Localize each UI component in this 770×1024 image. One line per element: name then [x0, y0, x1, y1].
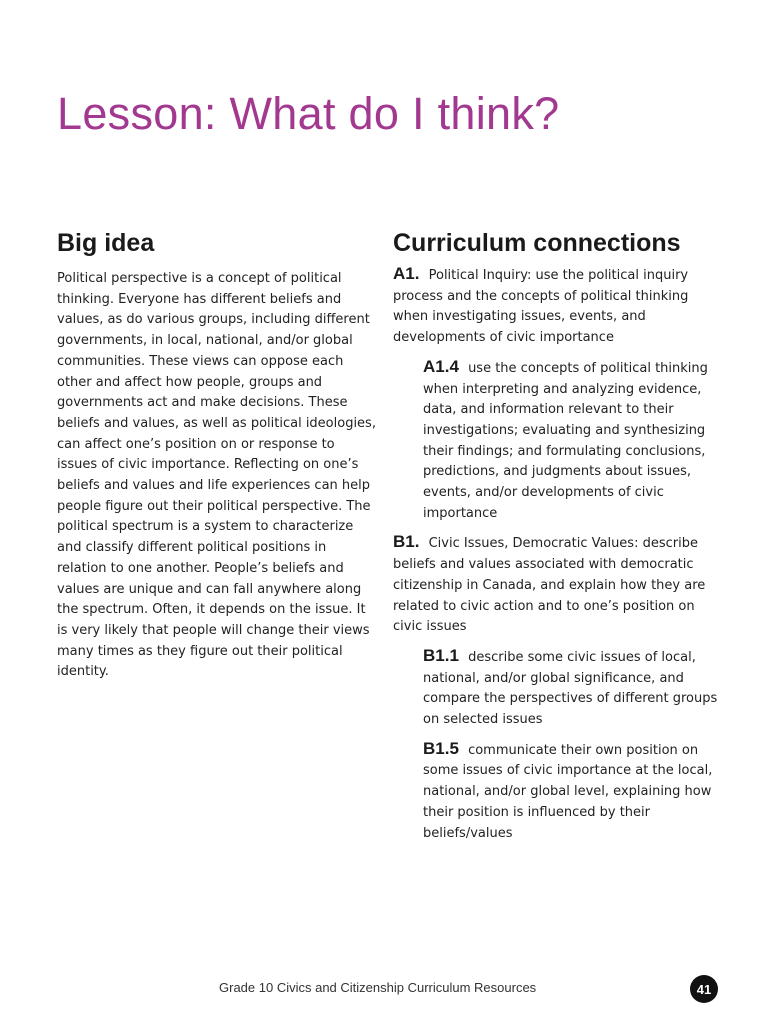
expectation-a1	[393, 264, 723, 349]
page-number-badge: 41	[690, 975, 718, 1003]
expectation-code: B1.1	[423, 645, 459, 665]
expectation-b1	[393, 532, 723, 638]
footer-text: Grade 10 Civics and Citizenship Curriculum Resources	[219, 980, 537, 995]
expectation-text: Civic Issues, Democratic Values: describe beliefs and values associated with democratic citizenship in Canada, and explain how they are related to civic action and to one’s position on civic issues	[393, 536, 706, 635]
expectation-text: describe some civic issues of local, national, and/or global significance, and compare the perspectives of different groups on selected issues	[423, 649, 718, 728]
expectation-text: use the concepts of political thinking when interpreting and analyzing evidence, data, and information relevant to their investigations; evaluating and synthesizing their findings; and formulating conclusions, predictions, and judgments about issues, events, and/or developments of civic importance	[423, 360, 708, 521]
expectation-text: Political Inquiry: use the political inquiry process and the concepts of political thinking when investigating issues, events, and developments of civic importance	[393, 268, 689, 346]
curriculum-list	[393, 264, 723, 852]
big-idea-heading: Big idea	[57, 229, 155, 257]
expectation-b1-1	[423, 646, 723, 731]
expectation-b1-5	[423, 739, 723, 845]
curriculum-heading: Curriculum connections	[393, 229, 681, 257]
expectation-text: communicate their own position on some issues of civic importance at the local, national, and/or global level, explaining how their position is influenced by their beliefs/values	[423, 742, 713, 841]
expectation-a1-4	[423, 357, 723, 525]
expectation-code: B1.	[393, 532, 420, 552]
expectation-code: A1.	[393, 264, 420, 283]
big-idea-body: Political perspective is a concept of political thinking. Everyone has different beliefs and values, as do various groups, including different governments, in local, national, and/or global communities. These views can oppose each other and affect how people, groups and governments act and make decisions. These beliefs and values, as well as political ideologies, can affect one’s position on or response to issues of civic importance. Reflecting on one’s beliefs and values and life experiences can help people figure out their political perspective. The political spectrum is a system to characterize and classify different political positions in relation to one another. People’s beliefs and values are unique and can fall anywhere along the spectrum. Often, it depends on the issue. It is very likely that people will change their views many times as they figure out their political identity.	[57, 271, 376, 680]
expectation-code: A1.4	[423, 356, 459, 376]
expectation-code: B1.5	[423, 738, 459, 758]
page-title: Lesson: What do I think?	[57, 88, 560, 139]
